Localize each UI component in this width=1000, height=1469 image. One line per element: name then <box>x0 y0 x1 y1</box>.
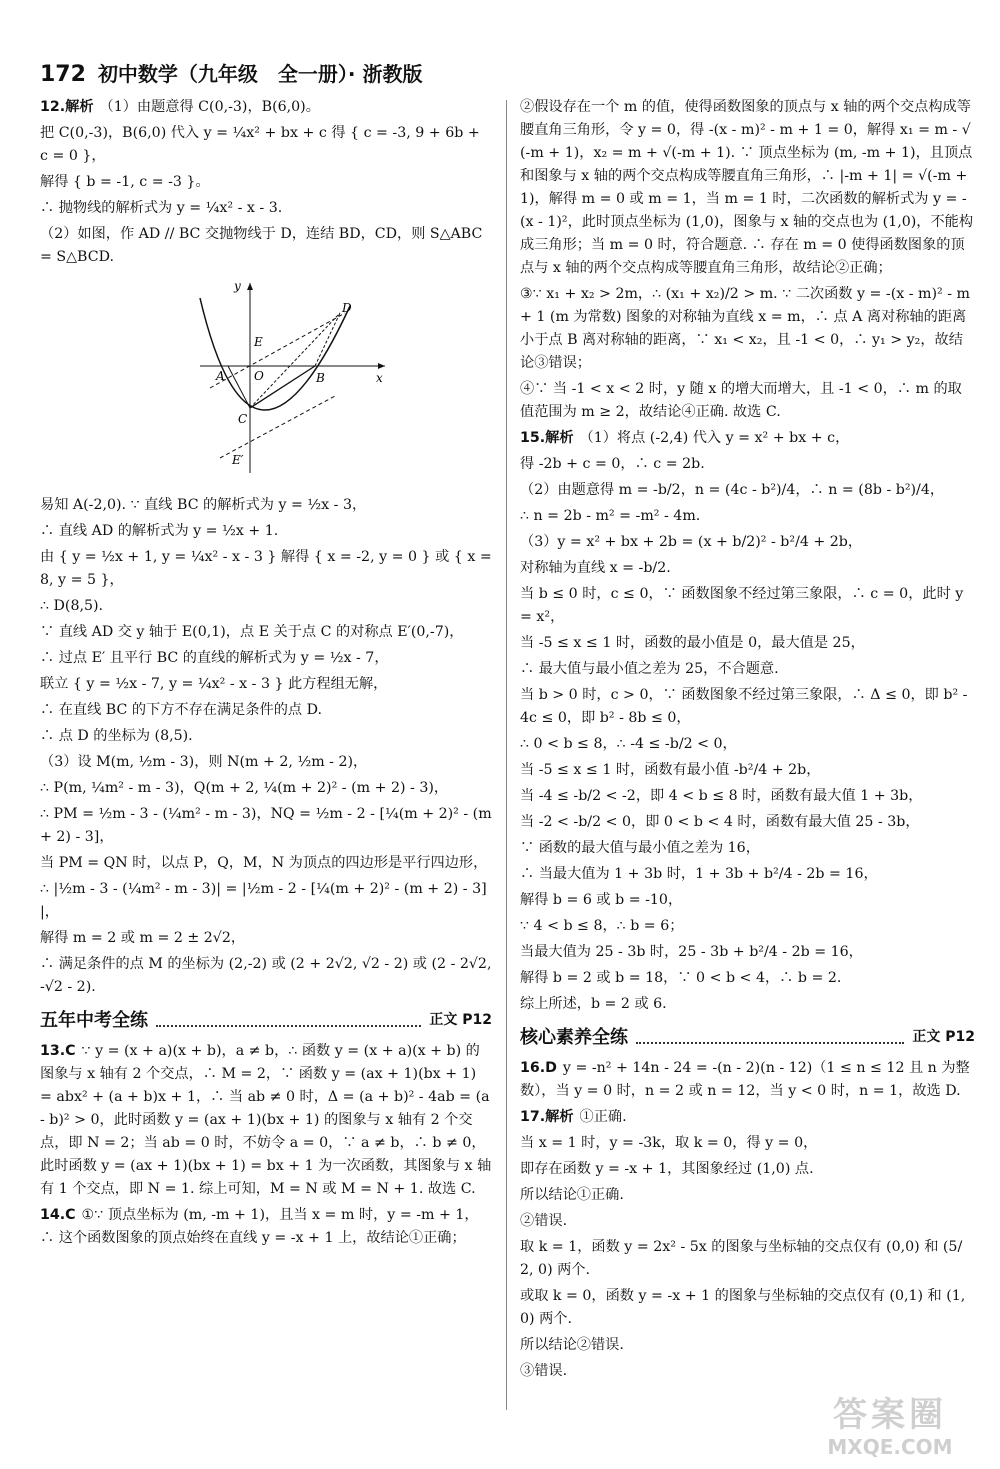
question-number: 12.解析 <box>40 99 94 115</box>
book-title: 初中数学（九年级 全一册）· 浙教版 <box>97 62 423 86</box>
answer-line: ∴ 过点 E′ 且平行 BC 的直线的解析式为 y = ½x - 7， <box>40 650 389 666</box>
answer-line: 易知 A(-2,0). ∵ 直线 BC 的解析式为 y = ½x - 3， <box>40 497 367 513</box>
figure-label: E <box>254 335 263 349</box>
section-title: 核心素养全练 <box>520 1027 628 1048</box>
question-number: 17.解析 <box>520 1109 574 1125</box>
question-number: 16.D <box>520 1060 557 1076</box>
answer-line: 取 k = 1，函数 y = 2x² - 5x 的图象与坐标轴的交点仅有 (0,0) 和 (5/2, 0) 两个. <box>520 1239 963 1278</box>
answer-line: 当 -2 < -b/2 < 0，即 0 < b < 4 时，函数有最大值 25 - 3b， <box>520 814 920 830</box>
page-number: 172 <box>40 62 86 87</box>
figure-label: O <box>254 369 264 383</box>
answer-line: ∴ D(8,5). <box>40 598 104 614</box>
answer-line: ∵ 直线 AD 交 y 轴于 E(0,1)，点 E 关于点 C 的对称点 E′(0,-7)， <box>40 624 464 640</box>
answer-line: 联立 { y = ½x - 7, y = ¼x² - x - 3 } 此方程组无解， <box>40 676 388 692</box>
figure-label: y <box>234 279 241 293</box>
answer-text: ①∵ 顶点坐标为 (m, -m + 1)，且当 x = m 时，y = -m + 1，∴ 这个函数图象的顶点始终在直线 y = -x + 1 上，故结论①正确； <box>40 1207 479 1246</box>
answer-line: 对称轴为直线 x = -b/2. <box>520 560 671 576</box>
left-column <box>40 96 497 1253</box>
answer-line: ③错误. <box>520 1363 568 1379</box>
answer-line: ②错误. <box>520 1213 568 1229</box>
figure-label: C <box>238 412 248 426</box>
watermark-text: 答案圈 <box>833 1395 947 1435</box>
answer-line: 解得 b = 6 或 b = -10， <box>520 892 683 908</box>
page-header <box>40 58 500 88</box>
answer-line: ∴ n = 2b - m² = -m² - 4m. <box>520 508 701 524</box>
answer-line: ∵ 函数的最大值与最小值之差为 16， <box>520 840 760 856</box>
right-column <box>520 96 975 1386</box>
answer-line: ∵ 4 < b ≤ 8，∴ b = 6； <box>520 918 684 934</box>
answer-line: 当 -4 ≤ -b/2 < -2，即 4 < b ≤ 8 时，函数有最大值 1 + 3b， <box>520 788 923 804</box>
answer-line: ∴ 0 < b ≤ 8，∴ -4 ≤ -b/2 < 0， <box>520 736 737 752</box>
answer-paragraph: ②假设存在一个 m 的值，使得函数图象的顶点与 x 轴的两个交点构成等腰直角三角形，令 y = 0，得 -(x - m)² - m + 1 = 0，解得 x₁ = m - √(-m + 1)，x₂ = m + √(-m + 1). ∵ 顶点坐标为 (m, -m + 1)，且顶点和图象与 x 轴的两个交点构成等腰直角三角形，∴ |-m + 1| = √(-m + 1)，解得 m = 0 或 m = 1，当 m = 1 时，二次函数的解析式为 y = -(x - 1)²，此时顶点坐标为 (1,0)，图象与 x 轴的交点也为 (1,0)，不能构成三角形；当 m = 0 时，符合题意. ∴ 存在 m = 0 使得函数图象的顶点与 x 轴的两个交点构成等腰直角三角形，故结论②正确； <box>520 99 974 276</box>
answer-line: 即存在函数 y = -x + 1，其图象经过 (1,0) 点. <box>520 1161 814 1177</box>
answer-line: （3）设 M(m, ½m - 3)，则 N(m + 2, ½m - 2)， <box>40 754 368 770</box>
answer-line: 当 b ≤ 0 时，c ≤ 0，∵ 函数图象不经过第三象限，∴ c = 0，此时 y = x²， <box>520 586 968 625</box>
answer-line: ∴ 在直线 BC 的下方不存在满足条件的点 D. <box>40 702 322 718</box>
answer-line: 当最大值为 25 - 3b 时，25 - 3b + b²/4 - 2b = 16， <box>520 944 863 960</box>
figure-label: E′ <box>232 453 244 467</box>
question-number: 15.解析 <box>520 430 574 446</box>
figure-label: B <box>316 371 325 385</box>
answer-line: 得 -2b + c = 0，∴ c = 2b. <box>520 456 705 472</box>
answer-line: ∴ |½m - 3 - (¼m² - m - 3)| = |½m - 2 - [¼(m + 2)² - (m + 2) - 3]|， <box>40 881 487 920</box>
section-page-ref: 正文 P12 <box>912 1029 975 1045</box>
answer-line: ∴ 最大值与最小值之差为 25，不合题意. <box>520 661 779 677</box>
question-12 <box>40 96 497 999</box>
dotted-leader <box>156 1025 421 1027</box>
answer-line: （2）如图，作 AD // BC 交抛物线于 D，连结 BD，CD，则 S△ABC = S△BCD. <box>40 226 487 265</box>
answer-line: 所以结论①正确. <box>520 1187 624 1203</box>
answer-line: 所以结论②错误. <box>520 1337 624 1353</box>
answer-line: 解得 b = 2 或 b = 18，∵ 0 < b < 4，∴ b = 2. <box>520 970 842 986</box>
answer-line: （3）y = x² + bx + 2b = (x + b/2)² - b²/4 + 2b， <box>520 534 863 550</box>
answer-line: ∴ 点 D 的坐标为 (8,5). <box>40 728 193 744</box>
answer-line: 综上所述，b = 2 或 6. <box>520 996 667 1012</box>
question-16 <box>520 1057 975 1103</box>
answer-paragraph: ③∵ x₁ + x₂ > 2m，∴ (x₁ + x₂)/2 > m. ∵ 二次函数 y = -(x - m)² - m + 1 (m 为常数) 图象的对称轴为直线 x = m，∴ 点 A 离对称轴的距离小于点 B 离对称轴的距离，∵ x₁ < x₂，且 -1 < 0，∴ y₁ > y₂，故结论③错误； <box>520 286 975 371</box>
answer-paragraph: ④∵ 当 -1 < x < 2 时，y 随 x 的增大而增大，且 -1 < 0，∴ m 的取值范围为 m ≥ 2，故结论④正确. 故选 C. <box>520 381 962 420</box>
answer-line: （2）由题意得 m = -b/2，n = (4c - b²)/4，∴ n = (8b - b²)/4， <box>520 482 945 498</box>
question-13 <box>40 1040 495 1201</box>
answer-line: 解得 m = 2 或 m = 2 ± 2√2， <box>40 930 246 946</box>
answer-line: （1）由题意得 C(0,-3)，B(6,0)。 <box>99 99 320 115</box>
answer-line: 解得 { b = -1, c = -3 }。 <box>40 174 210 190</box>
answer-line: 当 b > 0 时，c > 0，∵ 函数图象不经过第三象限，∴ Δ ≤ 0，即 b² - 4c ≤ 0，即 b² - 8b ≤ 0， <box>520 687 972 726</box>
answer-line: 当 PM = QN 时，以点 P，Q，M，N 为顶点的四边形是平行四边形， <box>40 855 488 871</box>
answer-line: 当 -5 ≤ x ≤ 1 时，函数有最小值 -b²/4 + 2b， <box>520 762 821 778</box>
answer-line: 或取 k = 0，函数 y = -x + 1 的图象与坐标轴的交点仅有 (0,1) 和 (1,0) 两个. <box>520 1288 966 1327</box>
answer-text: y = -n² + 14n - 24 = -(n - 2)(n - 12)（1 ≤ n ≤ 12 且 n 为整数），当 y = 0 时，n = 2 或 n = 12，当 y < 0 时，n = 1，故选 D. <box>520 1060 970 1099</box>
section-page-ref: 正文 P12 <box>429 1012 492 1028</box>
site-watermark <box>800 1395 980 1465</box>
answer-line: 把 C(0,-3)，B(6,0) 代入 y = ¼x² + bx + c 得 { c = -3, 9 + 6b + c = 0 }， <box>40 125 485 164</box>
column-divider <box>506 100 507 1410</box>
answer-line: ∴ 当最大值为 1 + 3b 时，1 + 3b + b²/4 - 2b = 16， <box>520 866 878 882</box>
question-14 <box>40 1204 492 1250</box>
dotted-leader <box>636 1042 904 1044</box>
question-15 <box>520 427 975 1016</box>
answer-line: ∴ 抛物线的解析式为 y = ¼x² - x - 3. <box>40 200 283 216</box>
answer-line: ∴ 直线 AD 的解析式为 y = ½x + 1. <box>40 523 279 539</box>
question-number: 13.C <box>40 1043 76 1059</box>
answer-line: 由 { y = ½x + 1, y = ¼x² - x - 3 } 解得 { x = -2, y = 0 } 或 { x = 8, y = 5 }， <box>40 549 497 588</box>
answer-line: ∴ 满足条件的点 M 的坐标为 (2,-2) 或 (2 + 2√2, √2 - 2) 或 (2 - 2√2, -√2 - 2). <box>40 956 496 995</box>
section-heading <box>40 1009 492 1032</box>
answer-line: ∴ P(m, ¼m² - m - 3)，Q(m + 2, ¼(m + 2)² - (m + 2) - 3)， <box>40 780 449 796</box>
figure-label: A <box>216 369 225 383</box>
figure-label: x <box>376 371 383 385</box>
section-title: 五年中考全练 <box>40 1010 148 1031</box>
figure-label: D <box>342 301 352 315</box>
answer-text: ∵ y = (x + a)(x + b)，a ≠ b，∴ 函数 y = (x + a)(x + b) 的图象与 x 轴有 2 个交点，∴ M = 2，∵ 函数 y = (ax + 1)(bx + 1) = abx² + (a + b)x + 1，∴ 当 ab ≠ 0 时，Δ = (a + b)² - 4ab = (a - b)² > 0，此时函数 y = (ax + 1)(bx + 1) 的图象与 x 轴有 2 个交点，即 N = 2；当 ab = 0 时，不妨令 a = 0，∵ a ≠ b，∴ b ≠ 0，此时函数 y = (ax + 1)(bx + 1) = bx + 1 为一次函数，其图象与 x 轴有 1 个交点，即 N = 1. 综上可知，M = N 或 M = N + 1. 故选 C. <box>40 1043 495 1197</box>
answer-line: 当 -5 ≤ x ≤ 1 时，函数的最小值是 0，最大值是 25， <box>520 635 865 651</box>
answer-line: ∴ PM = ½m - 3 - (¼m² - m - 3)，NQ = ½m - 2 - [¼(m + 2)² - (m + 2) - 3]， <box>40 806 497 845</box>
answer-line: （1）将点 (-2,4) 代入 y = x² + bx + c， <box>579 430 850 446</box>
question-number: 14.C <box>40 1207 76 1223</box>
answer-line: 当 x = 1 时，y = -3k，取 k = 0，得 y = 0， <box>520 1135 818 1151</box>
section-heading <box>520 1026 975 1049</box>
answer-line: ①正确. <box>579 1109 627 1125</box>
parabola-figure <box>190 278 390 478</box>
question-17 <box>520 1106 975 1383</box>
watermark-url: MXQE.COM <box>827 1435 953 1459</box>
